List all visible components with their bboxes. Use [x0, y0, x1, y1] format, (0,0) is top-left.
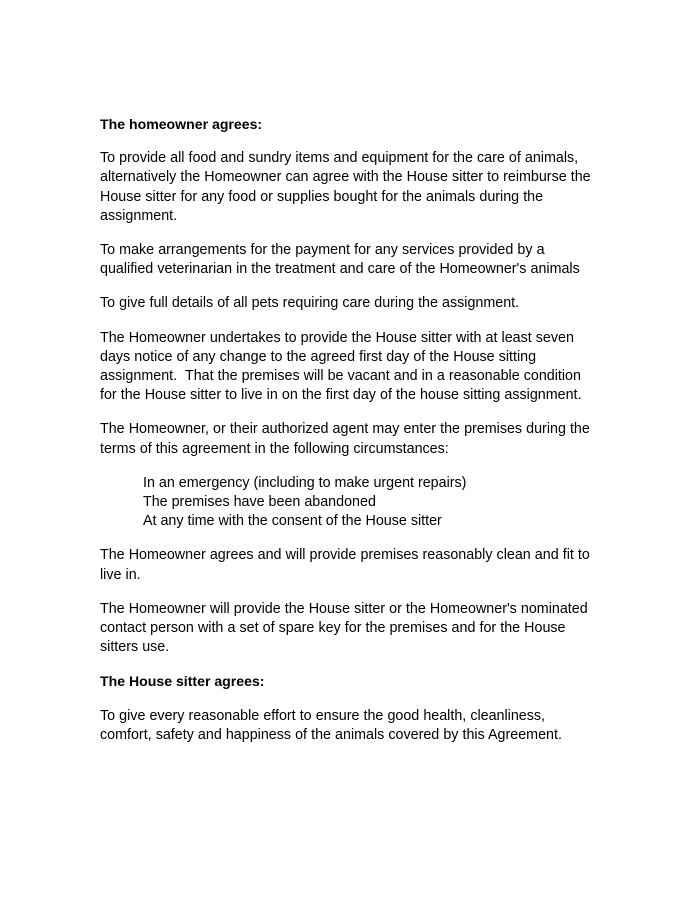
list-item: In an emergency (including to make urgent repairs): [143, 474, 467, 491]
list-item: At any time with the consent of the House sitter: [143, 513, 442, 530]
document-body: [100, 115, 596, 745]
paragraph-entry-circumstances-intro: The Homeowner, or their authorized agent may enter the premises during the terms of this agreement in the following circumstances:: [100, 421, 594, 457]
paragraph-animal-welfare-effort: To give every reasonable effort to ensure the good health, cleanliness, comfort, safety and happiness of the animals covered by this Agreement.: [100, 707, 562, 743]
list-item: The premises have been abandoned: [143, 494, 376, 511]
section-heading-homeowner-agrees: The homeowner agrees:: [100, 116, 263, 132]
entry-circumstances-list: [100, 474, 596, 532]
section-heading-house-sitter-agrees: The House sitter agrees:: [100, 673, 265, 690]
paragraph-premises-clean-and-fit: The Homeowner agrees and will provide premises reasonably clean and fit to live in.: [100, 547, 594, 583]
paragraph-provide-food-and-supplies: To provide all food and sundry items and equipment for the care of animals, alternatively the Homeowner can agree with the House sitter to reimburse the House sitter for any food or supplies bought for the animals during the assignment.: [100, 150, 595, 224]
paragraph-veterinarian-payment: To make arrangements for the payment for any services provided by a qualified veterinarian in the treatment and care of the Homeowner's animals: [100, 242, 580, 278]
paragraph-seven-days-notice: The Homeowner undertakes to provide the House sitter with at least seven days notice of any change to the agreed first day of the House sitting assignment. That the premises will be vacant and in a reasonable condition for the House sitter to live in on the first day of the house sitting assignment.: [100, 329, 586, 404]
paragraph-spare-key: The Homeowner will provide the House sitter or the Homeowner's nominated contact person with a set of spare key for the premises and for the House sitters use.: [100, 600, 592, 656]
paragraph-pet-details: To give full details of all pets requiring care during the assignment.: [100, 295, 520, 312]
